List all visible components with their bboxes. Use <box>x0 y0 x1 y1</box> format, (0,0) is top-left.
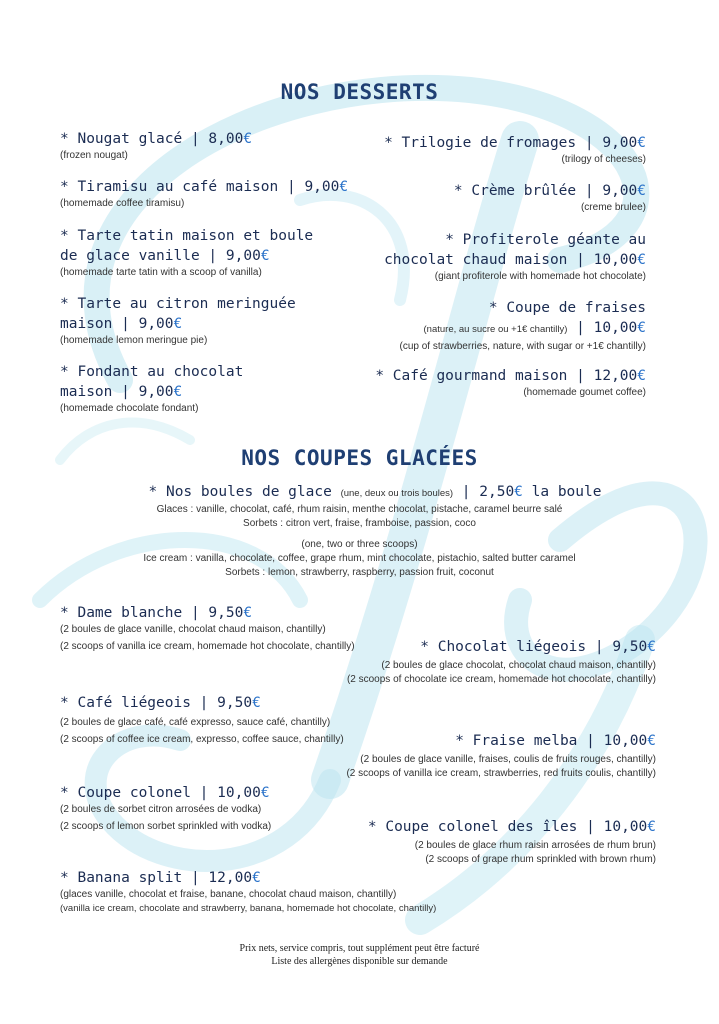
dessert-item-creme-brulee: * Crème brûlée | 9,00€ (creme brulee) <box>453 183 646 213</box>
footer-allergens-note: Liste des allergènes disponible sur demande <box>271 956 448 967</box>
dessert-item-fromages: * Trilogie de fromages | 9,00€ (trilogy of cheeses) <box>384 135 646 165</box>
dessert-item-fondant: * Fondant au chocolat maison | 9,00€ (homemade chocolate fondant) <box>60 364 244 414</box>
coupe-item-cafe-liegeois: * Café liégeois | 9,50€ (2 boules de glace café, café expresso, sauce café, chantilly) (2 scoops of coffee ice cream, expresso, coffee sauce, chantilly) <box>60 695 344 745</box>
coupe-item-colonel-des-iles: * Coupe colonel des îles | 10,00€ (2 boules de glace rhum raisin arrosées de rhum brun) (2 scoops of grape rhum sprinkled with brown rhum) <box>367 819 656 865</box>
dessert-item-tarte-citron: * Tarte au citron meringuée maison | 9,00€ (homemade lemon meringue pie) <box>60 296 296 346</box>
coupe-item-fraise-melba: * Fraise melba | 10,00€ (2 boules de glace vanille, fraises, coulis de fruits rouges, chantilly) (2 scoops of vanilla ice cream, strawberries, red fruits coulis, chantilly) <box>346 733 656 779</box>
coupes-boules-block: * Nos boules de glace (une, deux ou trois boules) | 2,50€ la boule <box>148 484 602 500</box>
dessert-item-tiramisu: * Tiramisu au café maison | 9,00€ (homemade coffee tiramisu) <box>60 179 349 209</box>
coupes-boules-desc: Glaces : vanille, chocolat, café, rhum raisin, menthe chocolat, pistache, caramel beurre salé Sorbets : citron vert, fraise, framboise, passion, coco (one, two or three scoops) Ice cream : vanilla, chocolate, coffee, grape rhum, mint chocolate, pistachio, salted butter caramel Sorbets : lemon, strawberry, raspberry, passion fruit, coconut <box>143 504 576 578</box>
coupe-item-banana-split: * Banana split | 12,00€ (glaces vanille, chocolat et fraise, banane, chocolat chaud maison, chantilly) (vanilla ice cream, chocolate and strawberry, banana, homemade hot chocolate, chantilly) <box>60 870 437 914</box>
dessert-item-nougat: * Nougat glacé | 8,00€ (frozen nougat) <box>60 131 253 161</box>
coupe-item-dame-blanche: * Dame blanche | 9,50€ (2 boules de glace vanille, chocolat chaud maison, chantilly) (2 scoops of vanilla ice cream, homemade hot chocolate, chantilly) <box>60 605 355 652</box>
dessert-item-coupe-fraises: * Coupe de fraises (nature, au sucre ou +1€ chantilly) | 10,00€ (cup of strawberries, nature, with sugar or +1€ chantilly) <box>399 300 646 352</box>
coupes-title: NOS COUPES GLACÉES <box>241 446 478 470</box>
dessert-item-tarte-tatin: * Tarte tatin maison et boule de glace vanille | 9,00€ (homemade tarte tatin with a scoop of vanilla) <box>60 228 314 278</box>
footer <box>0 942 719 968</box>
desserts-title: NOS DESSERTS <box>280 80 439 104</box>
footer-service-note: Prix nets, service compris, tout supplément peut être facturé <box>239 943 480 954</box>
dessert-item-cafe-gourmand: * Café gourmand maison | 12,00€ (homemade goumet coffee) <box>375 368 646 398</box>
coupe-item-chocolat-liegeois: * Chocolat liégeois | 9,50€ (2 boules de glace chocolat, chocolat chaud maison, chantilly) (2 scoops of chocolate ice cream, homemade hot chocolate, chantilly) <box>346 639 656 685</box>
dessert-item-profiterole: * Profiterole géante au chocolat chaud maison | 10,00€ (giant profiterole with homemade hot chocolate) <box>384 232 646 282</box>
coupe-item-coupe-colonel: * Coupe colonel | 10,00€ (2 boules de sorbet citron arrosées de vodka) (2 scoops of lemon sorbet sprinkled with vodka) <box>60 785 272 832</box>
